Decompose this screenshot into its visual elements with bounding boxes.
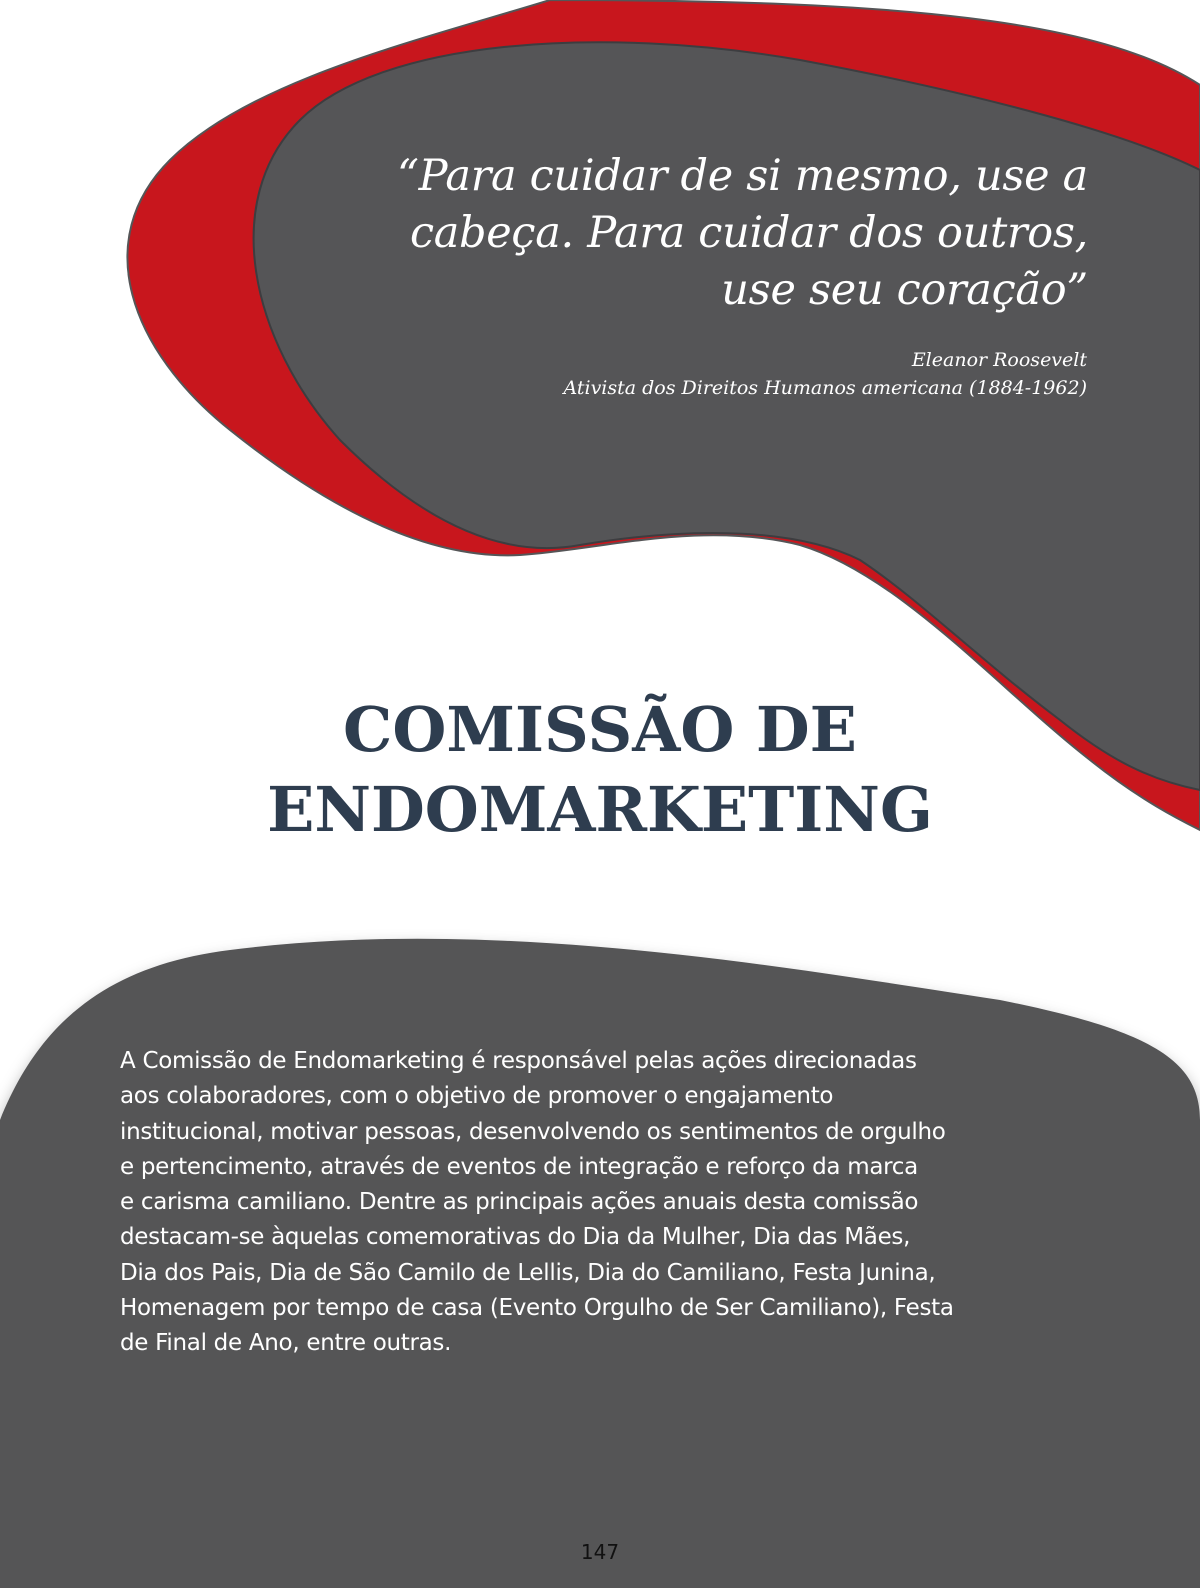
body-line: de Final de Ano, entre outras. xyxy=(120,1330,452,1357)
quote-attribution xyxy=(387,346,1087,402)
page-title-line: ENDOMARKETING xyxy=(267,773,933,846)
body-line: institucional, motivar pessoas, desenvolvendo os sentimentos de orgulho xyxy=(120,1118,946,1145)
page-title xyxy=(0,690,1200,850)
quote-author-description: Ativista dos Direitos Humanos americana (1884-1962) xyxy=(563,377,1087,399)
body-line: aos colaboradores, com o objetivo de promover o engajamento xyxy=(120,1083,834,1110)
quote-line: “Para cuidar de si mesmo, use a xyxy=(396,151,1088,201)
body-line: e pertencimento, através de eventos de integração e reforço da marca xyxy=(120,1153,918,1180)
quote-line: use seu coração” xyxy=(721,265,1088,315)
body-line: A Comissão de Endomarketing é responsável pelas ações direcionadas xyxy=(120,1048,917,1074)
body-line: destacam-se àquelas comemorativas do Dia da Mulher, Dia das Mães, xyxy=(120,1224,911,1251)
page-number: 147 xyxy=(580,1540,620,1564)
body-line: e carisma camiliano. Dentre as principais ações anuais desta comissão xyxy=(120,1189,919,1216)
quote-author: Eleanor Roosevelt xyxy=(911,349,1087,371)
body-line: Homenagem por tempo de casa (Evento Orgulho de Ser Camiliano), Festa xyxy=(120,1295,954,1322)
body-paragraph xyxy=(120,1044,1070,1362)
body-line: Dia dos Pais, Dia de São Camilo de Lellis, Dia do Camiliano, Festa Junina, xyxy=(120,1259,936,1286)
page-title-line: COMISSÃO DE xyxy=(343,693,857,766)
quote-line: cabeça. Para cuidar dos outros, xyxy=(409,208,1088,258)
quote-text xyxy=(328,148,1088,319)
